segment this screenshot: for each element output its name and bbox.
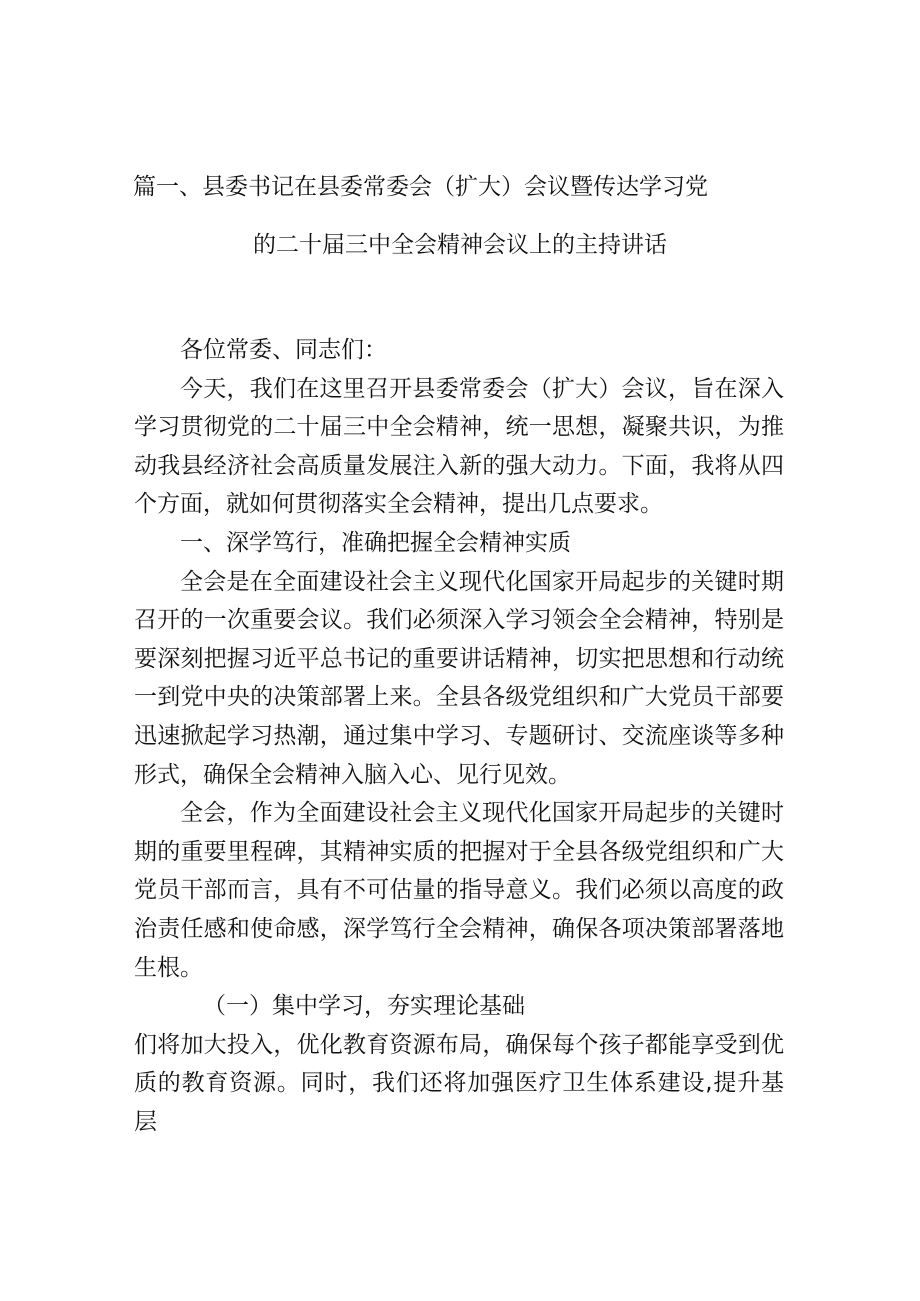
paragraph-tail: 们将加大投入，优化教育资源布局，确保每个孩子都能享受到优质的教育资源。同时，我们还将加强医疗卫生体系建设,提升基层 — [134, 1031, 784, 1135]
document-body — [134, 331, 784, 1141]
document-title-line-1: 篇一、县委书记在县委常委会（扩大）会议暨传达学习党 — [133, 174, 708, 200]
paragraph-plenum-milestone: 全会，作为全面建设社会主义现代化国家开局起步的关键时期的重要里程碑，其精神实质的把握对于全县各级党组织和广大党员干部而言，具有不可估量的指导意义。我们必须以高度的政治责任感和使命感，深学笃行全会精神，确保各项决策部署落地生根。 — [134, 800, 784, 981]
document-title-line-2: 的二十届三中全会精神会议上的主持讲话 — [253, 232, 667, 258]
paragraph-plenum-meeting: 全会是在全面建设社会主义现代化国家开局起步的关键时期召开的一次重要会议。我们必须深入学习领会全会精神，特别是要深刻把握习近平总书记的重要讲话精神，切实把思想和行动统一到党中央的决策部署上来。全县各级党组织和广大党员干部要迅速掀起学习热潮，通过集中学习、专题研讨、交流座谈等多种形式，确保全会精神入脑入心、见行见效。 — [134, 568, 784, 788]
greeting: 各位常委、同志们： — [180, 337, 387, 363]
subheading-1: （一）集中学习，夯实理论基础 — [203, 993, 525, 1020]
section-heading-1: 一、深学笃行，准确把握全会精神实质 — [180, 529, 571, 556]
paragraph-intro: 今天，我们在这里召开县委常委会（扩大）会议，旨在深入学习贯彻党的二十届三中全会精神，统一思想，凝聚共识，为推动我县经济社会高质量发展注入新的强大动力。下面，我将从四个方面，就如何贯彻落实全会精神，提出几点要求。 — [134, 375, 784, 518]
